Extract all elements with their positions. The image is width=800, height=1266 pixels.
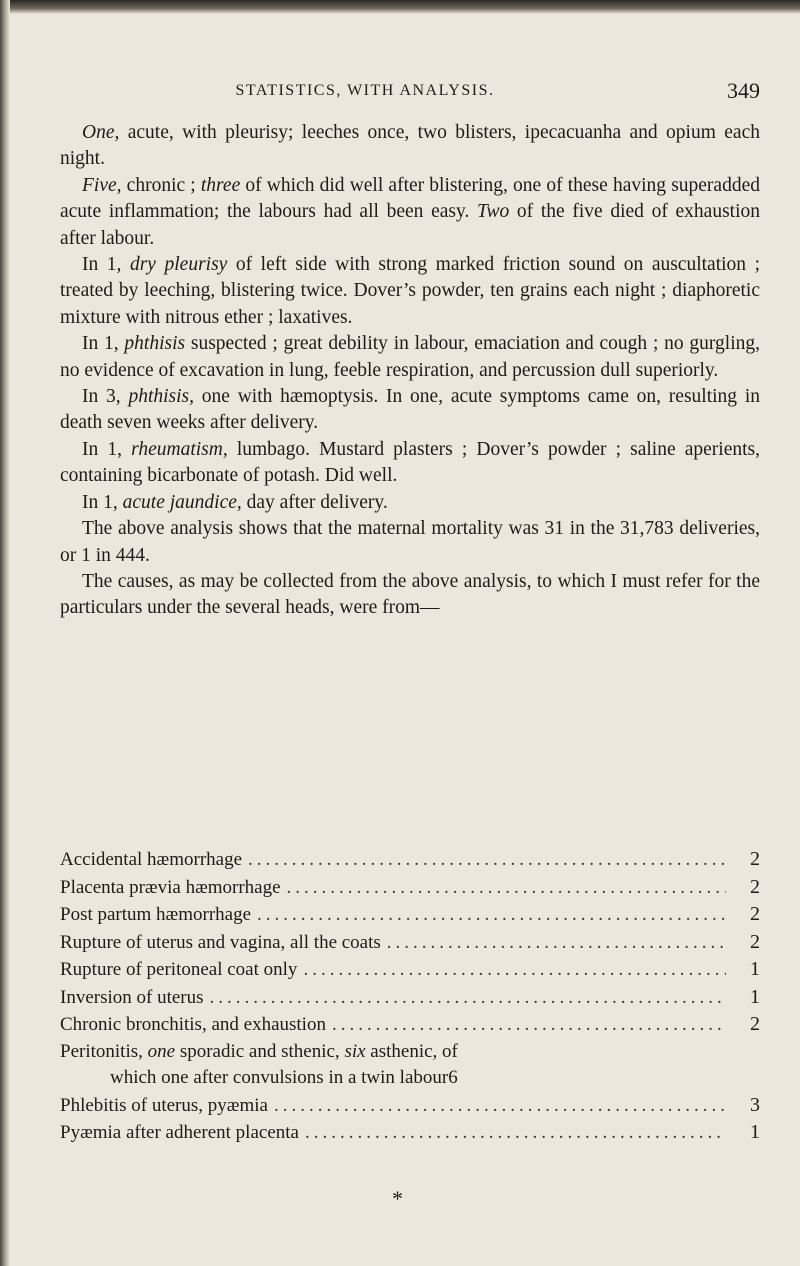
italic-text: acute jaundice,: [122, 491, 242, 513]
paragraph: [60, 252, 760, 331]
text-run: The above analysis shows that the maternal mortality was 31 in the 31,783 deliveries, or 1 in 444.: [60, 518, 760, 566]
text-run: In 1,: [82, 491, 123, 513]
text-run: of left side with strong marked friction sound on auscultation ; treated by leeching, blistering twice. Dover’s powder, ten grains each night ; diaphoretic mixture with nitrous ether ; laxatives.: [60, 254, 761, 328]
cause-label: Inversion of uterus: [60, 986, 204, 1008]
cause-label: Rupture of peritoneal coat only: [60, 959, 298, 980]
leader-dots: [257, 902, 726, 929]
cause-entry: [60, 956, 760, 984]
page-number: 349: [727, 78, 760, 103]
cause-count: 2: [750, 848, 760, 870]
page-header: [60, 78, 760, 108]
italic-text: Two: [477, 201, 510, 223]
paragraph: [60, 120, 760, 173]
cause-count: 3: [750, 1093, 760, 1116]
body-text: [60, 120, 760, 622]
italic-text: six: [344, 1040, 366, 1062]
cause-count: 1: [750, 985, 760, 1008]
cause-entry: [60, 846, 760, 874]
cause-count: 1: [750, 958, 760, 980]
text-run: acute, with pleurisy; leeches once, two blisters, ipecacuanha and opium each night.: [60, 122, 760, 170]
leader-dots: [305, 1120, 726, 1147]
cause-label: Chronic bronchitis, and exhaustion: [60, 1014, 326, 1035]
leader-dots: [287, 875, 726, 902]
leader-dots: [303, 957, 726, 984]
text-run: In 1,: [82, 438, 132, 460]
cause-count: 2: [750, 930, 760, 953]
paragraph: [60, 331, 760, 384]
cause-label: Post partum hæmorrhage: [60, 904, 252, 925]
italic-text: Five,: [82, 174, 122, 196]
cause-label: Placenta prævia hæmorrhage: [60, 876, 281, 898]
italic-text: One,: [82, 122, 120, 143]
leader-dots: [387, 930, 726, 957]
cause-entry: [60, 929, 760, 957]
page-binding-edge: [0, 0, 10, 1266]
leader-dots: [210, 985, 726, 1012]
causes-list: [60, 846, 760, 1147]
paragraph: [60, 490, 760, 516]
cause-entry: [60, 1011, 760, 1039]
leader-dots: [248, 847, 726, 874]
paragraph: [60, 173, 760, 252]
cause-count: 2: [750, 1013, 760, 1035]
cause-count: 1: [750, 1121, 760, 1143]
leader-dots: [274, 1093, 726, 1120]
cause-entry: [60, 1092, 760, 1120]
italic-text: rheumatism,: [131, 438, 228, 460]
text-run: The causes, as may be collected from the above analysis, to which I must refer for the particulars under the several heads, were from—: [60, 570, 760, 619]
cause-count: 2: [750, 903, 760, 925]
text-run: Peritonitis,: [60, 1040, 148, 1062]
text-run: of which did well after blistering, one of these having superadded acute inflammation; the labours had all been easy.: [60, 174, 760, 223]
italic-text: phthisis: [124, 333, 186, 355]
text-run: day after delivery.: [241, 491, 388, 513]
cause-label: Pyæmia after adherent placenta: [60, 1122, 299, 1143]
cause-entry: [60, 1119, 760, 1147]
running-head: STATISTICS, WITH ANALYSIS.: [235, 82, 495, 99]
cause-count: 2: [750, 875, 760, 898]
cause-label: Phlebitis of uterus, pyæmia: [60, 1094, 268, 1116]
cause-entry-peritonitis: [60, 1039, 760, 1092]
cause-entry: [60, 901, 760, 929]
signature-mark: *: [392, 1186, 403, 1211]
cause-label: which one after convulsions in a twin labour: [110, 1067, 449, 1088]
cause-entry: [60, 1065, 760, 1092]
text-run: In 3,: [82, 386, 129, 408]
cause-entry: [60, 984, 760, 1012]
italic-text: one: [147, 1040, 176, 1062]
text-run: sporadic and sthenic,: [175, 1040, 345, 1062]
text-run: lumbago. Mustard plasters ; Dover’s powder ; saline aperients, containing bicarbonate of potash. Did well.: [60, 438, 760, 487]
text-run: of the five died of exhaustion after labour.: [60, 201, 760, 249]
page-top-edge: [0, 0, 800, 14]
italic-text: phthisis,: [128, 386, 194, 408]
text-run: In 1,: [82, 254, 130, 276]
paragraph: [60, 569, 760, 622]
cause-entry: [60, 874, 760, 902]
cause-label: Accidental hæmorrhage: [60, 849, 243, 870]
leader-dots: [332, 1012, 726, 1039]
text-run: one with hæmoptysis. In one, acute symptoms came on, resulting in death seven weeks after delivery.: [60, 386, 760, 434]
text-run: suspected ; great debility in labour, emaciation and cough ; no gurgling, no evidence of excavation in lung, feeble respiration, and percussion dull superiorly.: [60, 333, 760, 381]
paragraph: [60, 516, 760, 569]
text-run: chronic ;: [121, 174, 201, 196]
paragraph: [60, 437, 760, 490]
text-run: asthenic, of: [365, 1040, 458, 1062]
italic-text: three: [200, 174, 241, 196]
cause-label: Rupture of uterus and vagina, all the coats: [60, 931, 381, 953]
cause-count: 6: [448, 1067, 458, 1088]
italic-text: dry pleurisy: [129, 254, 228, 276]
paragraph: [60, 384, 760, 437]
text-run: In 1,: [82, 333, 125, 355]
cause-label: [60, 1039, 760, 1066]
